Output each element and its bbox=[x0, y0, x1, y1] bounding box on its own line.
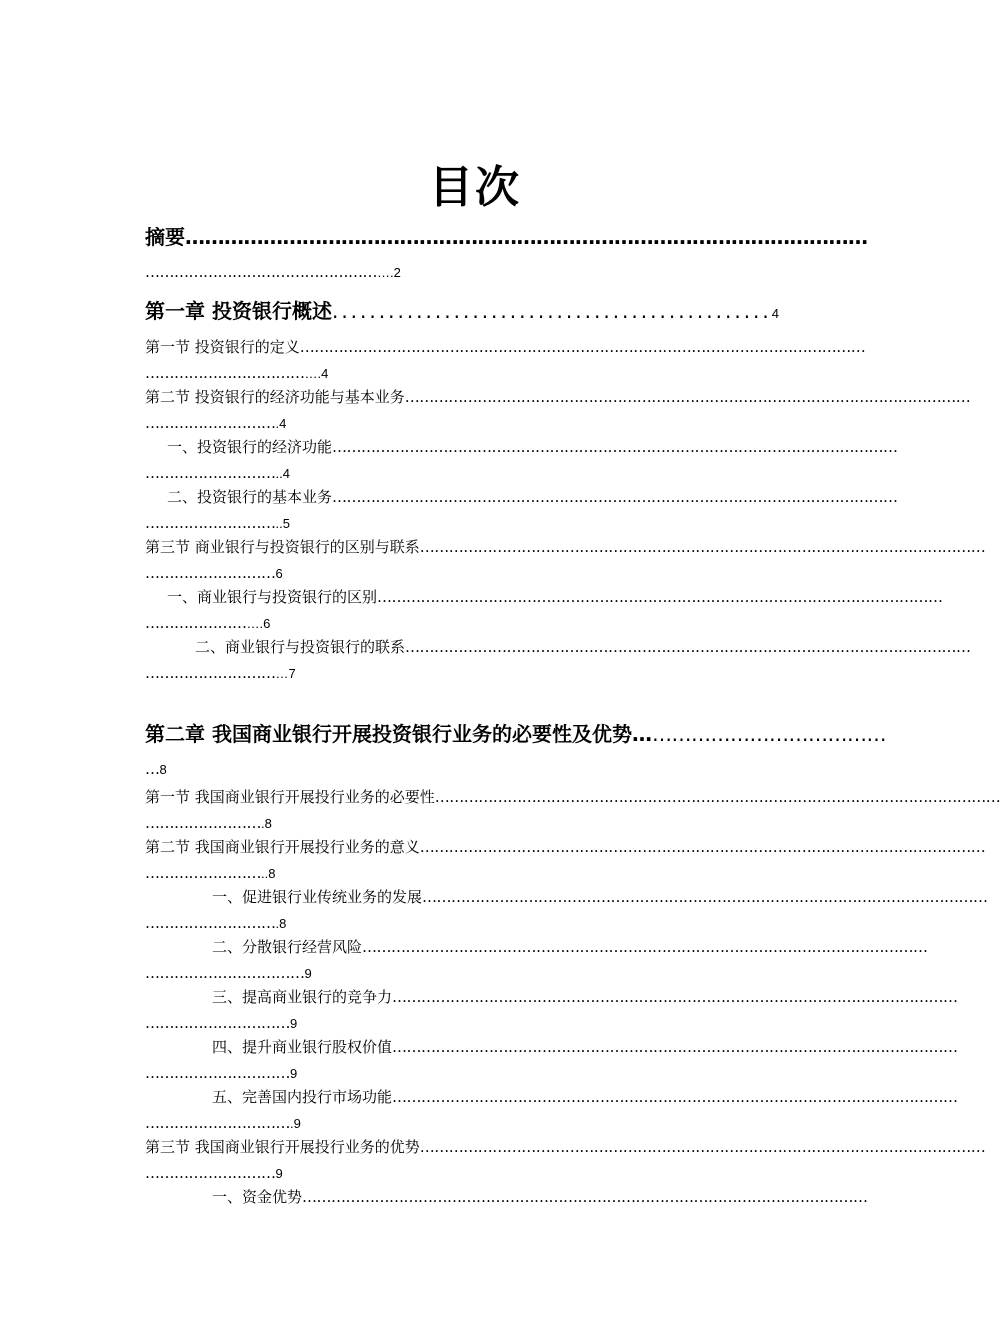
dot-leader: ………………………… bbox=[145, 1114, 290, 1132]
dot-leader: ……………………………………………………………………………………………………… bbox=[419, 538, 986, 556]
toc-entry-label: 五、完善国内投行市场功能 bbox=[212, 1088, 393, 1106]
dot-leader: ……………………………………………………………………………………………………… bbox=[332, 488, 898, 506]
toc-page-number: ….2 bbox=[377, 265, 401, 280]
toc-page-number: .4 bbox=[275, 416, 287, 431]
toc-entry-label: 一、商业银行与投资银行的区别 bbox=[167, 588, 378, 606]
toc-entry-label: 第三节 我国商业银行开展投行业务的优势 bbox=[145, 1138, 420, 1156]
toc-page-number: 4 bbox=[771, 306, 780, 321]
toc-page-number: 6 bbox=[275, 566, 283, 581]
dot-leader: ……………………… bbox=[145, 1164, 276, 1182]
toc-page-number: ..5 bbox=[275, 516, 290, 531]
toc-page-number: .8 bbox=[275, 916, 287, 931]
dot-leader: ………………………… bbox=[145, 1064, 290, 1082]
dot-leader: ……………………………… bbox=[651, 722, 886, 746]
toc-entry-label: 四、提升商业银行股权价值 bbox=[212, 1038, 393, 1056]
toc-entry-label: 第三节 商业银行与投资银行的区别与联系 bbox=[145, 538, 420, 556]
dot-leader: ……………………………………………………………………………………………………… bbox=[405, 638, 971, 656]
toc-page-number: ..4 bbox=[275, 466, 290, 481]
dot-leader: ……………………………………………………………………………………………………… bbox=[302, 1188, 868, 1206]
toc-page-number: ….4 bbox=[304, 366, 329, 381]
dot-leader: ……………………………………………………………………………………………………… bbox=[377, 588, 943, 606]
dot-leader: ............................................... bbox=[331, 299, 772, 323]
toc-entry-label: 一、资金优势 bbox=[212, 1188, 303, 1206]
toc-entry-label: 二、商业银行与投资银行的联系 bbox=[195, 638, 406, 656]
toc-entry-label: 第一节 我国商业银行开展投行业务的必要性 bbox=[145, 788, 435, 806]
toc-page-number: 9 bbox=[275, 1166, 283, 1181]
dot-leader: …………………………………………………………………………………………… bbox=[185, 225, 868, 249]
toc-entry-label: 三、提高商业银行的竞争力 bbox=[212, 988, 393, 1006]
toc-page-number: ….6 bbox=[246, 616, 271, 631]
toc-page-number: 9 bbox=[290, 1016, 298, 1031]
toc-page-number: 8 bbox=[159, 762, 167, 777]
dot-leader: …………………………… bbox=[145, 964, 305, 982]
dot-leader: ……………………………………………………………………………………………………… bbox=[392, 988, 958, 1006]
dot-leader: …………………… bbox=[145, 864, 261, 882]
dot-leader: ……………………………………………………………………………………………………… bbox=[434, 788, 1000, 806]
dot-leader: ……………………………………………………………………………………………………… bbox=[299, 338, 866, 356]
toc-entry-label: 二、分散银行经营风险 bbox=[212, 938, 363, 956]
dot-leader: ……………………… bbox=[145, 564, 276, 582]
dot-leader: ……………………… bbox=[145, 664, 276, 682]
dot-leader: … bbox=[145, 760, 160, 778]
dot-leader: ……………………… bbox=[145, 514, 276, 532]
dot-leader: ……………………………………………………………………………………………………… bbox=[392, 1088, 958, 1106]
toc-page-number: 9 bbox=[304, 966, 312, 981]
toc-entry-label: 第二节 投资银行的经济功能与基本业务 bbox=[145, 388, 405, 406]
dot-leader: ……………………………………………………………………………………………………… bbox=[362, 938, 928, 956]
dot-leader: ……………………………………………………………………………………………………… bbox=[332, 438, 898, 456]
toc-page-number: …7 bbox=[275, 666, 296, 681]
toc-page-number: ..8 bbox=[261, 866, 276, 881]
toc-entry-label: 第一节 投资银行的定义 bbox=[145, 338, 300, 356]
toc-entry-label: 第二章 我国商业银行开展投资银行业务的必要性及优势… bbox=[145, 722, 652, 746]
dot-leader: …………………………… bbox=[145, 364, 305, 382]
toc-entry-label: 摘要 bbox=[145, 225, 185, 249]
toc-entry-label: 第二节 我国商业银行开展投行业务的意义 bbox=[145, 838, 420, 856]
toc-page-number: 9 bbox=[290, 1066, 298, 1081]
dot-leader: ……………………………………………………………………………………………………… bbox=[404, 388, 971, 406]
toc-entry-label: 一、投资银行的经济功能 bbox=[167, 438, 333, 456]
dot-leader: ……………………………………………………………………………………………………… bbox=[419, 1138, 986, 1156]
dot-leader: …………………… bbox=[145, 814, 261, 832]
toc-page-number: .9 bbox=[290, 1116, 301, 1131]
dot-leader: ………………………… bbox=[145, 1014, 290, 1032]
toc-page-number: .8 bbox=[261, 816, 272, 831]
dot-leader: ………………………………………… bbox=[145, 263, 377, 281]
toc-title: 目次 bbox=[429, 162, 521, 213]
dot-leader: ………………… bbox=[145, 614, 247, 632]
dot-leader: ……………………… bbox=[145, 464, 276, 482]
dot-leader: ……………………………………………………………………………………………………… bbox=[392, 1038, 958, 1056]
dot-leader: ……………………… bbox=[145, 414, 276, 432]
dot-leader: ……………………………………………………………………………………………………… bbox=[422, 888, 988, 906]
dot-leader: ……………………… bbox=[145, 914, 276, 932]
toc-entry-label: 一、促进银行业传统业务的发展 bbox=[212, 888, 423, 906]
toc-entry-label: 第一章 投资银行概述 bbox=[145, 299, 332, 323]
dot-leader: ……………………………………………………………………………………………………… bbox=[419, 838, 986, 856]
toc-entry-label: 二、投资银行的基本业务 bbox=[167, 488, 333, 506]
